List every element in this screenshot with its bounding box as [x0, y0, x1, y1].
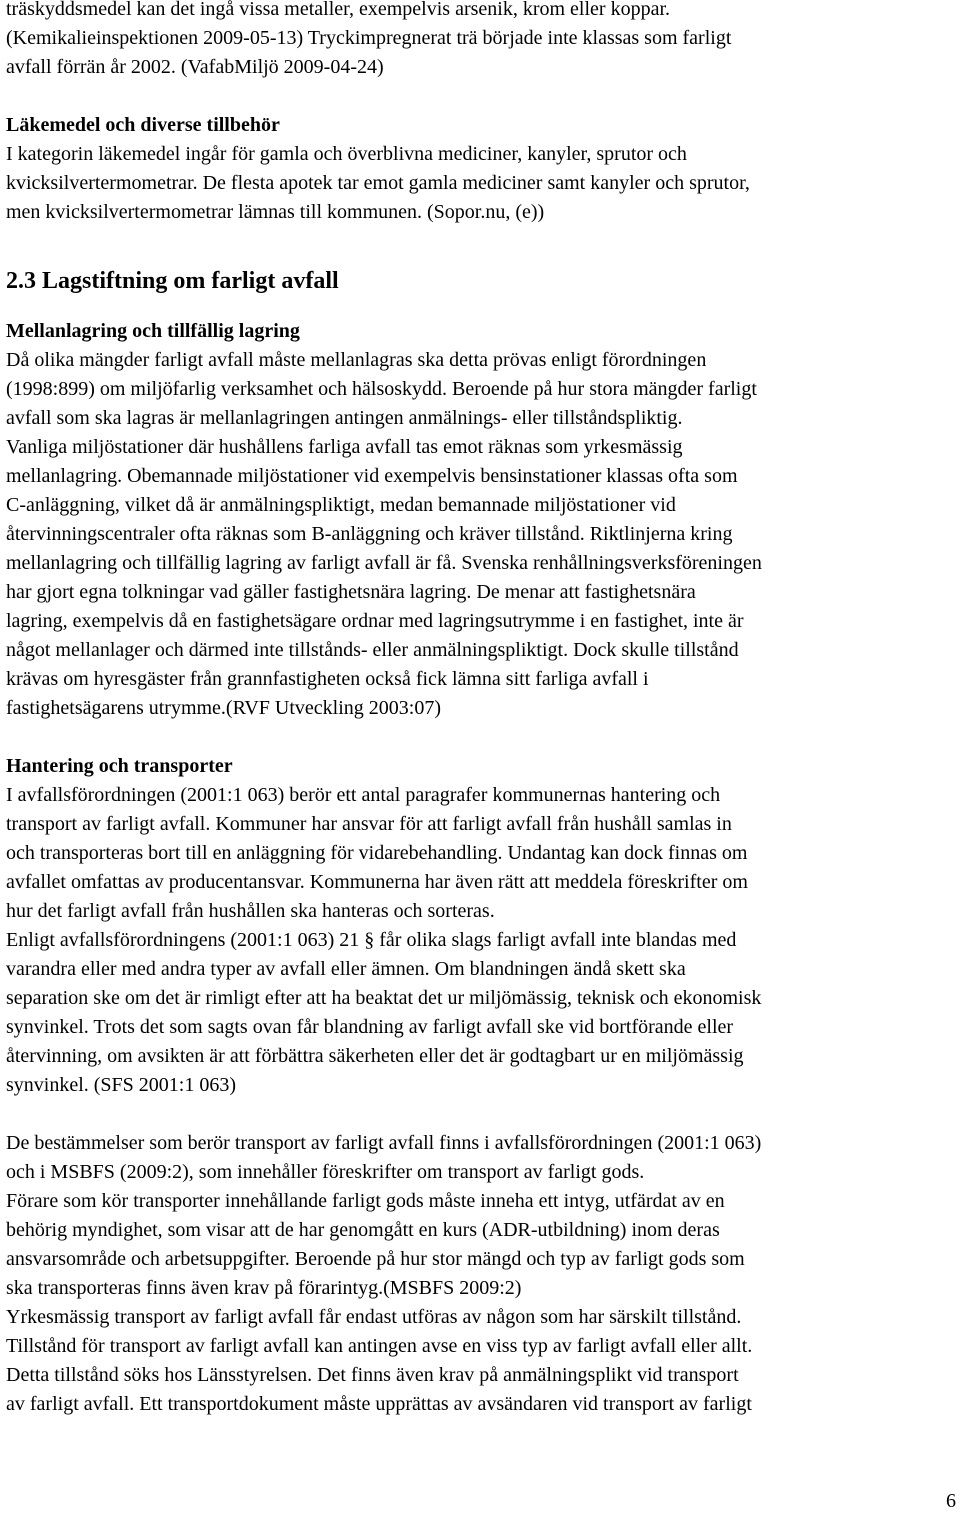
text-line: Yrkesmässig transport av farligt avfall får endast utföras av någon som har särskilt tillstånd.: [6, 1306, 742, 1328]
text-line: C-anläggning, vilket då är anmälningspliktigt, medan bemannade miljöstationer vid: [6, 494, 676, 516]
subheading-lakemedel: Läkemedel och diverse tillbehör: [6, 114, 280, 136]
text-line: men kvicksilvertermometrar lämnas till kommunen. (Sopor.nu, (e)): [6, 201, 545, 223]
text-line: I avfallsförordningen (2001:1 063) berör ett antal paragrafer kommunernas hantering och: [6, 784, 721, 806]
text-line: återvinningscentraler ofta räknas som B-anläggning och kräver tillstånd. Riktlinjerna kring: [6, 523, 733, 545]
text-line: något mellanlager och därmed inte tillstånds- eller anmälningspliktigt. Dock skulle tillstånd: [6, 639, 739, 661]
text-line: ansvarsområde och arbetsuppgifter. Beroende på hur stor mängd och typ av farligt gods som: [6, 1248, 745, 1270]
transport-paragraph: [6, 1129, 958, 1419]
text-line: (Kemikalieinspektionen 2009-05-13) Tryckimpregnerat trä började inte klassas som farligt: [6, 27, 732, 49]
text-line: Enligt avfallsförordningens (2001:1 063) 21 § får olika slags farligt avfall inte blandas med: [6, 929, 737, 951]
text-line: De bestämmelser som berör transport av farligt avfall finns i avfallsförordningen (2001:1 063): [6, 1132, 762, 1154]
text-line: och i MSBFS (2009:2), som innehåller föreskrifter om transport av farligt gods.: [6, 1161, 645, 1183]
text-line: avfall som ska lagras är mellanlagringen antingen anmälnings- eller tillståndspliktig.: [6, 407, 683, 429]
lakemedel-paragraph: [6, 140, 958, 227]
text-line: Tillstånd för transport av farligt avfall kan antingen avse en viss typ av farligt avfall eller allt.: [6, 1335, 753, 1357]
text-line: (1998:899) om miljöfarlig verksamhet och hälsoskydd. Beroende på hur stora mängder farligt: [6, 378, 757, 400]
mellanlagring-paragraph: [6, 346, 958, 723]
text-line: ska transporteras finns även krav på förarintyg.(MSBFS 2009:2): [6, 1277, 522, 1299]
text-line: Förare som kör transporter innehållande farligt gods måste inneha ett intyg, utfärdat av en: [6, 1190, 725, 1212]
text-line: fastighetsägarens utrymme.(RVF Utveckling 2003:07): [6, 697, 441, 719]
text-line: kvicksilvertermometrar. De flesta apotek tar emot gamla mediciner samt kanyler och sprutor,: [6, 172, 750, 194]
text-line: mellanlagring och tillfällig lagring av farligt avfall är få. Svenska renhållningsverksföreningen: [6, 552, 762, 574]
text-line: separation ske om det är rimligt efter att ha beaktat det ur miljömässig, teknisk och ekonomisk: [6, 987, 762, 1009]
text-line: avfallet omfattas av producentansvar. Kommunerna har även rätt att meddela föreskrifter om: [6, 871, 748, 893]
text-line: av farligt avfall. Ett transportdokument måste upprättas av avsändaren vid transport av farligt: [6, 1393, 752, 1415]
text-line: I kategorin läkemedel ingår för gamla och överblivna mediciner, kanyler, sprutor och: [6, 143, 687, 165]
text-line: och transporteras bort till en anläggning för vidarebehandling. Undantag kan dock finnas om: [6, 842, 748, 864]
text-line: hur det farligt avfall från hushållen ska hanteras och sorteras.: [6, 900, 495, 922]
text-line: återvinning, om avsikten är att förbättra säkerheten eller det är godtagbart ur en miljömässig: [6, 1045, 744, 1067]
text-line: Detta tillstånd söks hos Länsstyrelsen. Det finns även krav på anmälningsplikt vid transport: [6, 1364, 739, 1386]
text-line: krävas om hyresgäster från grannfastigheten också fick lämna sitt farliga avfall i: [6, 668, 649, 690]
document-page: [6, 0, 958, 1419]
text-line: varandra eller med andra typer av avfall eller ämnen. Om blandningen ändå skett ska: [6, 958, 686, 980]
text-line: synvinkel. Trots det som sagts ovan får blandning av farligt avfall ske vid bortförande eller: [6, 1016, 734, 1038]
text-line: Vanliga miljöstationer där hushållens farliga avfall tas emot räknas som yrkesmässig: [6, 436, 683, 458]
text-line: mellanlagring. Obemannade miljöstationer vid exempelvis bensinstationer klassas ofta som: [6, 465, 738, 487]
text-line: transport av farligt avfall. Kommuner har ansvar för att farligt avfall från hushåll samlas in: [6, 813, 732, 835]
text-line: synvinkel. (SFS 2001:1 063): [6, 1074, 237, 1096]
text-line: Då olika mängder farligt avfall måste mellanlagras ska detta prövas enligt förordningen: [6, 349, 707, 371]
text-line: lagring, exempelvis då en fastighetsägare ordnar med lagringsutrymme i en fastighet, inte är: [6, 610, 744, 632]
intro-paragraph: [6, 0, 958, 82]
section-title: 2.3 Lagstiftning om farligt avfall: [6, 268, 339, 294]
page-number: 6: [946, 1490, 956, 1512]
hantering-paragraph: [6, 781, 958, 1100]
text-line: behörig myndighet, som visar att de har genomgått en kurs (ADR-utbildning) inom deras: [6, 1219, 720, 1241]
subheading-hantering: Hantering och transporter: [6, 755, 233, 777]
text-line: träskyddsmedel kan det ingå vissa metaller, exempelvis arsenik, krom eller koppar.: [6, 0, 671, 20]
subheading-mellanlagring: Mellanlagring och tillfällig lagring: [6, 320, 300, 342]
text-line: har gjort egna tolkningar vad gäller fastighetsnära lagring. De menar att fastighetsnära: [6, 581, 696, 603]
text-line: avfall förrän år 2002. (VafabMiljö 2009-04-24): [6, 56, 384, 78]
